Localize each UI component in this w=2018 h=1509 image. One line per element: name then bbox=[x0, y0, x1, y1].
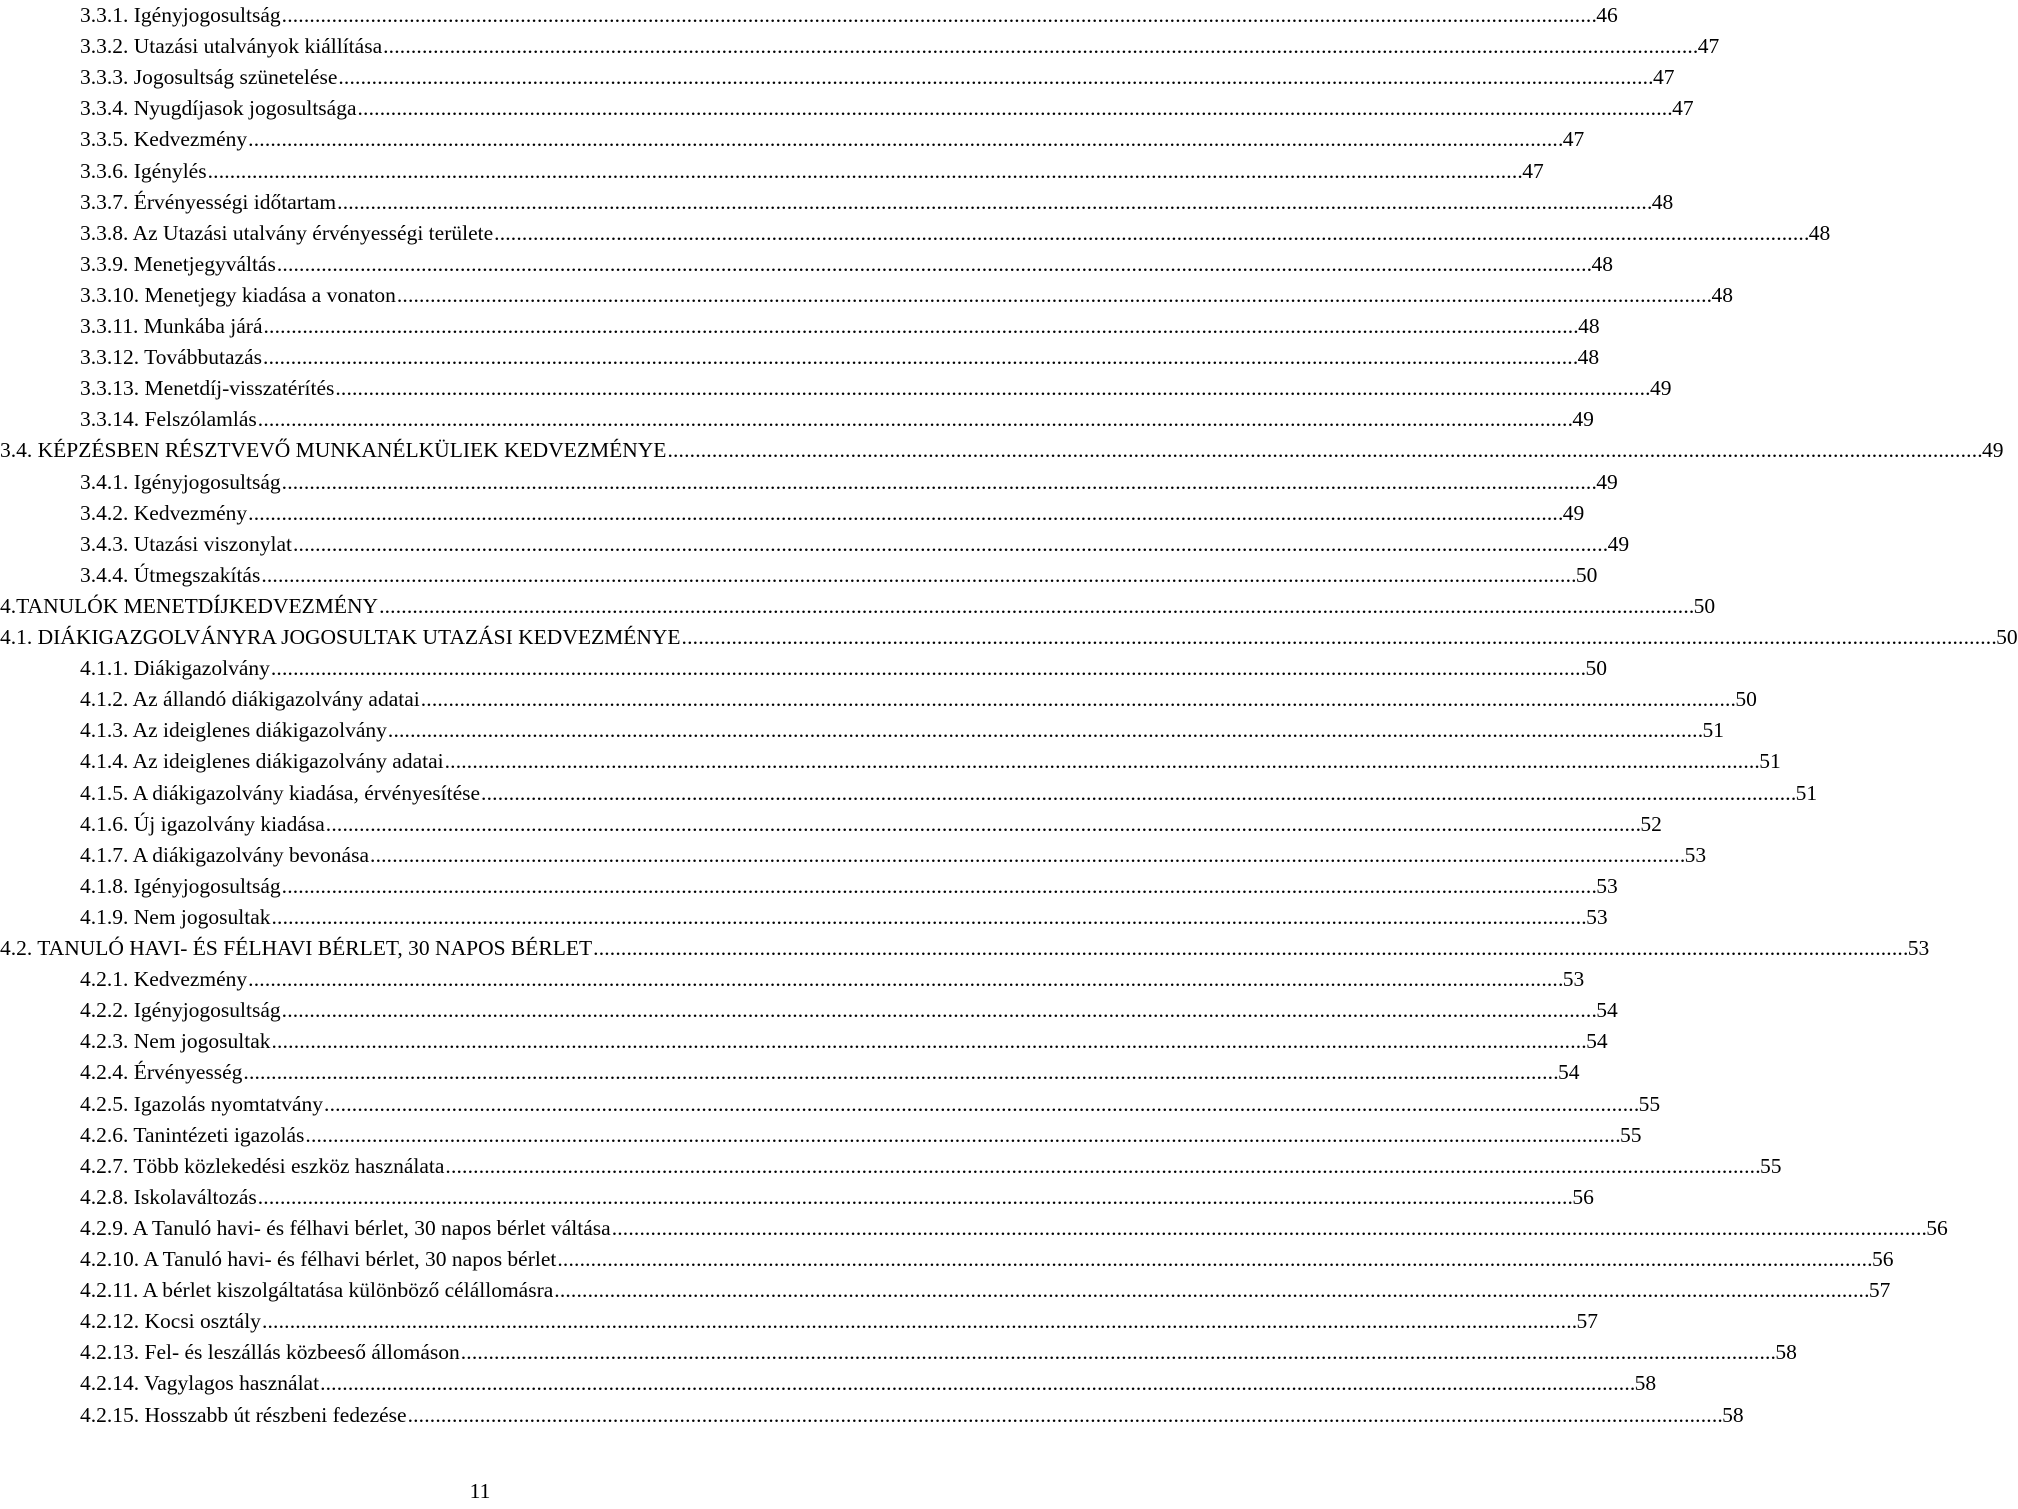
dot-leader bbox=[383, 31, 1696, 62]
dot-leader bbox=[320, 1368, 1633, 1399]
toc-entry-number: 3.3.2. bbox=[80, 34, 129, 59]
toc-entry[interactable] bbox=[0, 249, 1613, 280]
dot-leader bbox=[262, 1306, 1575, 1337]
dot-leader bbox=[324, 1089, 1637, 1120]
toc-entry-page: 56 bbox=[1572, 1184, 1594, 1209]
toc-entry-text: Igazolás nyomtatvány bbox=[133, 1091, 324, 1116]
dot-leader bbox=[379, 591, 1692, 622]
toc-entry[interactable] bbox=[0, 1089, 1661, 1120]
toc-entry-text: KÉPZÉSBEN RÉSZTVEVŐ MUNKANÉLKÜLIEK KEDVEZMÉNYE bbox=[37, 438, 667, 463]
toc-entry-page: 58 bbox=[1722, 1402, 1744, 1427]
toc-entry-number: 4.1. bbox=[0, 625, 33, 649]
toc-entry-number: 4.2.7. bbox=[80, 1153, 129, 1178]
toc-entry-page: 51 bbox=[1759, 749, 1781, 774]
toc-entry-number: 4.1.8. bbox=[80, 873, 129, 898]
toc-entry-page: 48 bbox=[1591, 251, 1613, 276]
toc-entry-title bbox=[80, 746, 444, 777]
toc-entry[interactable] bbox=[0, 467, 1618, 498]
toc-entry-number: 4. bbox=[0, 593, 17, 618]
toc-entry[interactable] bbox=[0, 404, 1594, 435]
toc-entry-page: 58 bbox=[1775, 1340, 1797, 1365]
toc-entry[interactable] bbox=[0, 995, 1618, 1026]
toc-entry-page: 54 bbox=[1586, 1029, 1608, 1054]
toc-entry[interactable] bbox=[0, 156, 1544, 187]
toc-entry-number: 3.3.3. bbox=[80, 65, 129, 90]
toc-entry-number: 4.2.5. bbox=[80, 1091, 129, 1116]
toc-entry[interactable] bbox=[0, 591, 1716, 622]
toc-entry-page: 46 bbox=[1596, 3, 1618, 27]
toc-entry-title bbox=[80, 93, 357, 124]
dot-leader bbox=[667, 435, 1980, 466]
toc-entry-number: 3.3.8. bbox=[80, 220, 129, 245]
toc-entry[interactable] bbox=[0, 778, 1818, 809]
toc-entry-number: 3.3.14. bbox=[80, 407, 140, 432]
toc-entry[interactable] bbox=[0, 1213, 1948, 1244]
toc-entry-number: 4.2.3. bbox=[80, 1029, 129, 1054]
toc-entry-number: 4.2.6. bbox=[80, 1122, 129, 1147]
toc-entry[interactable] bbox=[0, 933, 1930, 964]
toc-entry-title bbox=[80, 124, 247, 155]
dot-leader bbox=[243, 1057, 1556, 1088]
toc-entry-text: Az állandó diákigazolvány adatai bbox=[132, 687, 420, 712]
toc-entry[interactable] bbox=[0, 715, 1724, 746]
toc-entry-number: 3.3.5. bbox=[80, 127, 129, 152]
toc-entry-number: 4.2.11. bbox=[80, 1278, 139, 1303]
toc-entry-page: 50 bbox=[1575, 562, 1598, 587]
toc-entry[interactable] bbox=[0, 31, 1720, 62]
toc-entry-page: 48 bbox=[1711, 282, 1733, 307]
toc-entry-text: Az ideiglenes diákigazolvány bbox=[132, 718, 387, 743]
toc-entry-title bbox=[80, 995, 281, 1026]
dot-leader bbox=[293, 529, 1606, 560]
toc-entry-number: 3.3.12. bbox=[80, 345, 140, 370]
toc-entry-number: 4.1.4. bbox=[80, 749, 129, 774]
toc-entry-title bbox=[80, 1057, 242, 1088]
toc-entry-page: 51 bbox=[1702, 718, 1724, 743]
dot-leader bbox=[248, 964, 1561, 995]
toc-entry-number: 3.4.3. bbox=[80, 531, 129, 556]
dot-leader bbox=[445, 746, 1758, 777]
toc-entry-title bbox=[0, 933, 592, 964]
dot-leader bbox=[271, 653, 1584, 684]
toc-entry-text: Kedvezmény bbox=[133, 967, 248, 992]
toc-entry-page: 48 bbox=[1577, 345, 1600, 370]
toc-entry-title bbox=[80, 498, 247, 529]
toc-entry[interactable] bbox=[0, 1337, 1797, 1368]
page-number: 11 bbox=[469, 1479, 491, 1503]
toc-entry-number: 4.1.9. bbox=[80, 904, 129, 929]
toc-entry-text: Kedvezmény bbox=[133, 127, 248, 152]
toc-entry-text: Kocsi osztály bbox=[144, 1309, 261, 1334]
toc-entry-page: 47 bbox=[1697, 34, 1720, 59]
toc-entry-page: 48 bbox=[1808, 220, 1831, 245]
toc-entry-number: 4.1.1. bbox=[80, 656, 129, 681]
toc-entry[interactable] bbox=[0, 93, 1694, 124]
dot-leader bbox=[397, 280, 1710, 311]
toc-entry-text: Érvényesség bbox=[133, 1060, 243, 1085]
toc-entry-number: 3.3.10. bbox=[80, 282, 140, 307]
toc-entry-title bbox=[80, 187, 336, 218]
toc-entry-text: A diákigazolvány bevonása bbox=[132, 842, 370, 867]
dot-leader bbox=[494, 218, 1807, 249]
toc-entry-text: Munkába járá bbox=[143, 314, 263, 338]
dot-leader bbox=[264, 311, 1577, 342]
dot-leader bbox=[277, 249, 1590, 280]
dot-leader bbox=[461, 1337, 1774, 1368]
toc-entry-text: Kedvezmény bbox=[133, 500, 248, 525]
toc-entry-title bbox=[80, 778, 480, 809]
toc-entry-page: 49 bbox=[1649, 376, 1672, 401]
toc-entry-text: TANULÓK MENETDÍJKEDVEZMÉNY bbox=[16, 593, 379, 618]
toc-entry-page: 47 bbox=[1562, 127, 1585, 152]
dot-leader bbox=[258, 1182, 1571, 1213]
toc-entry-title bbox=[0, 591, 378, 622]
toc-entry[interactable] bbox=[0, 1151, 1782, 1182]
toc-entry-page: 49 bbox=[1607, 531, 1630, 556]
toc-entry-text: Vagylagos használat bbox=[144, 1371, 320, 1396]
toc-entry-title bbox=[80, 684, 420, 715]
toc-entry-text: Jogosultság szünetelése bbox=[133, 65, 338, 90]
toc-entry-number: 4.2.8. bbox=[80, 1184, 129, 1209]
toc-entry-page: 51 bbox=[1795, 780, 1818, 805]
toc-entry-text: Menetdíj-visszatérítés bbox=[144, 376, 335, 401]
toc-entry[interactable] bbox=[0, 684, 1757, 715]
toc-entry-title bbox=[80, 1337, 460, 1368]
dot-leader bbox=[554, 1275, 1867, 1306]
toc-entry-page: 48 bbox=[1578, 314, 1600, 338]
toc-entry-page: 54 bbox=[1558, 1060, 1580, 1085]
toc-entry-text: Tanintézeti igazolás bbox=[133, 1122, 305, 1147]
toc-entry-number: 4.2.4. bbox=[80, 1060, 129, 1085]
toc-entry-text: Új igazolvány kiadása bbox=[133, 811, 325, 836]
toc-entry[interactable] bbox=[0, 964, 1585, 995]
dot-leader bbox=[282, 467, 1595, 498]
dot-leader bbox=[408, 1400, 1721, 1431]
toc-entry-text: Menetjegy kiadása a vonaton bbox=[144, 282, 396, 307]
dot-leader bbox=[282, 0, 1595, 31]
dot-leader bbox=[305, 1120, 1618, 1151]
toc-entry[interactable] bbox=[0, 1306, 1599, 1337]
toc-entry-text: Diákigazolvány bbox=[133, 656, 270, 681]
dot-leader bbox=[370, 840, 1683, 871]
toc-entry-title bbox=[80, 964, 247, 995]
toc-entry-number: 4.2.14. bbox=[80, 1371, 140, 1396]
toc-entry-text: Felszólamlás bbox=[144, 407, 257, 432]
dot-leader bbox=[208, 156, 1521, 187]
toc-entry[interactable] bbox=[0, 622, 2018, 653]
toc-entry-text: Igényjogosultság bbox=[133, 998, 281, 1023]
toc-entry[interactable] bbox=[0, 124, 1585, 155]
toc-entry-title bbox=[80, 1306, 261, 1337]
toc-entry-text: Fel- és leszállás közbeeső állomáson bbox=[144, 1340, 460, 1365]
toc-entry-number: 4.2.1. bbox=[80, 967, 129, 992]
toc-entry-title bbox=[80, 62, 337, 93]
toc-entry-text: Hosszabb út részbeni fedezése bbox=[144, 1402, 407, 1427]
toc-entry-text: A Tanuló havi- és félhavi bérlet, 30 napos bérlet bbox=[143, 1247, 557, 1271]
toc-entry-text: Igényjogosultság bbox=[133, 3, 281, 27]
toc-entry-page: 49 bbox=[1562, 500, 1585, 525]
toc-entry-page: 48 bbox=[1651, 189, 1674, 214]
toc-entry-title bbox=[80, 1120, 304, 1151]
toc-entry-number: 3.4.2. bbox=[80, 500, 129, 525]
toc-entry-title bbox=[80, 311, 263, 342]
dot-leader bbox=[682, 622, 1995, 653]
dot-leader bbox=[258, 404, 1571, 435]
toc-entry-page: 49 bbox=[1596, 469, 1618, 494]
toc-entry-title bbox=[80, 0, 281, 31]
dot-leader bbox=[272, 902, 1585, 933]
toc-entry-text: Utazási viszonylat bbox=[133, 531, 292, 556]
toc-entry[interactable] bbox=[0, 1057, 1580, 1088]
toc-entry-page: 50 bbox=[1996, 625, 2018, 649]
dot-leader bbox=[388, 715, 1701, 746]
toc-entry-page: 56 bbox=[1926, 1215, 1948, 1240]
toc-entry[interactable] bbox=[0, 187, 1674, 218]
toc-entry-page: 53 bbox=[1596, 873, 1618, 898]
toc-entry-number: 4.2.2. bbox=[80, 998, 129, 1023]
toc-entry-number: 4.2.13. bbox=[80, 1340, 140, 1365]
toc-entry-page: 47 bbox=[1672, 96, 1694, 121]
toc-entry-page: 52 bbox=[1640, 811, 1662, 836]
dot-leader bbox=[445, 1151, 1758, 1182]
dot-leader bbox=[593, 933, 1906, 964]
toc-entry-title bbox=[80, 249, 276, 280]
toc-entry-number: 4.1.5. bbox=[80, 780, 129, 805]
toc-entry-title bbox=[80, 1182, 257, 1213]
toc-entry-title bbox=[80, 373, 334, 404]
toc-entry[interactable] bbox=[0, 1026, 1608, 1057]
toc-entry[interactable] bbox=[0, 529, 1630, 560]
toc-entry-text: A bérlet kiszolgáltatása különböző célállomásra bbox=[142, 1278, 554, 1303]
dot-leader bbox=[481, 778, 1794, 809]
toc-entry-page: 58 bbox=[1634, 1371, 1657, 1396]
toc-entry-number: 3.3.6. bbox=[80, 158, 129, 183]
toc-entry-page: 47 bbox=[1652, 65, 1675, 90]
toc-entry-text: DIÁKIGAZGOLVÁNYRA JOGOSULTAK UTAZÁSI KEDVEZMÉNYE bbox=[37, 625, 681, 649]
toc-entry[interactable] bbox=[0, 342, 1600, 373]
dot-leader bbox=[326, 809, 1639, 840]
toc-entry-title bbox=[80, 840, 369, 871]
toc-entry-number: 3.4. bbox=[0, 438, 33, 463]
toc-entry-title bbox=[0, 622, 681, 653]
toc-entry[interactable] bbox=[0, 1368, 1657, 1399]
toc-entry[interactable] bbox=[0, 1120, 1642, 1151]
toc-entry-number: 4.2.15. bbox=[80, 1402, 140, 1427]
toc-entry[interactable] bbox=[0, 1275, 1891, 1306]
toc-entry-number: 3.3.7. bbox=[80, 189, 129, 214]
dot-leader bbox=[557, 1244, 1870, 1275]
toc-entry-page: 53 bbox=[1562, 967, 1585, 992]
toc-entry-number: 3.4.1. bbox=[80, 469, 129, 494]
toc-entry[interactable] bbox=[0, 653, 1607, 684]
toc-entry-number: 3.3.11. bbox=[80, 314, 139, 338]
toc-entry-title bbox=[80, 404, 257, 435]
dot-leader bbox=[263, 342, 1576, 373]
toc-entry-title bbox=[80, 560, 260, 591]
toc-entry-page: 53 bbox=[1684, 842, 1707, 867]
toc-entry-page: 57 bbox=[1576, 1309, 1599, 1334]
toc-entry-number: 3.3.13. bbox=[80, 376, 140, 401]
toc-entry-number: 4.2. bbox=[0, 936, 33, 960]
toc-entry-page: 56 bbox=[1871, 1247, 1894, 1271]
toc-entry-text: Menetjegyváltás bbox=[133, 251, 276, 276]
toc-entry-page: 50 bbox=[1735, 687, 1757, 712]
toc-entry-title bbox=[80, 529, 292, 560]
toc-entry-number: 3.3.1. bbox=[80, 3, 129, 27]
toc-entry-title bbox=[80, 280, 396, 311]
toc-entry-text: TANULÓ HAVI- ÉS FÉLHAVI BÉRLET, 30 NAPOS BÉRLET bbox=[37, 936, 593, 960]
toc-entry[interactable] bbox=[0, 373, 1672, 404]
toc-entry[interactable] bbox=[0, 218, 1831, 249]
toc-entry-title bbox=[80, 218, 493, 249]
toc-entry[interactable] bbox=[0, 0, 1618, 31]
toc-entry-title bbox=[80, 871, 281, 902]
dot-leader bbox=[612, 1213, 1925, 1244]
dot-leader bbox=[282, 995, 1595, 1026]
dot-leader bbox=[272, 1026, 1585, 1057]
toc-entry-text: Az Utazási utalvány érvényességi területe bbox=[132, 220, 494, 245]
toc-entry-title bbox=[80, 1400, 407, 1431]
toc-entry-title bbox=[80, 467, 281, 498]
toc-entry-text: Utazási utalványok kiállítása bbox=[133, 34, 383, 59]
toc-entry[interactable] bbox=[0, 311, 1600, 342]
dot-leader bbox=[358, 93, 1671, 124]
toc-entry-number: 4.2.9. bbox=[80, 1215, 129, 1240]
toc-entry[interactable] bbox=[0, 1182, 1594, 1213]
toc-entry-title bbox=[80, 156, 207, 187]
toc-entry-number: 3.3.4. bbox=[80, 96, 129, 121]
toc-entry-number: 4.1.2. bbox=[80, 687, 129, 712]
toc-entry-number: 4.1.6. bbox=[80, 811, 129, 836]
toc-entry-title bbox=[80, 809, 325, 840]
dot-leader bbox=[282, 871, 1595, 902]
toc-entry[interactable] bbox=[0, 902, 1608, 933]
toc-entry-number: 3.4.4. bbox=[80, 562, 129, 587]
toc-entry[interactable] bbox=[0, 871, 1618, 902]
toc-entry-title bbox=[80, 653, 270, 684]
toc-entry-page: 53 bbox=[1907, 936, 1930, 960]
toc-entry-text: Igényjogosultság bbox=[133, 873, 281, 898]
toc-entry-text: Több közlekedési eszköz használata bbox=[133, 1153, 445, 1178]
toc-entry-text: Útmegszakítás bbox=[133, 562, 261, 587]
toc-entry-title bbox=[80, 1275, 553, 1306]
toc-entry-page: 53 bbox=[1586, 904, 1608, 929]
toc-entry-text: Nyugdíjasok jogosultsága bbox=[133, 96, 357, 121]
toc-entry-text: Érvényességi időtartam bbox=[133, 189, 337, 214]
toc-entry[interactable] bbox=[0, 840, 1707, 871]
toc-entry-title bbox=[80, 1244, 556, 1275]
dot-leader bbox=[421, 684, 1734, 715]
toc-entry-page: 49 bbox=[1572, 407, 1594, 432]
toc-entry[interactable] bbox=[0, 280, 1733, 311]
toc-entry-text: Továbbutazás bbox=[144, 345, 263, 370]
dot-leader bbox=[248, 498, 1561, 529]
toc-entry-number: 3.3.9. bbox=[80, 251, 129, 276]
toc-entry-text: Nem jogosultak bbox=[133, 904, 271, 929]
toc-entry[interactable] bbox=[0, 435, 2004, 466]
toc-entry-title bbox=[80, 1213, 611, 1244]
toc-entry-title bbox=[80, 1089, 323, 1120]
toc-entry-page: 55 bbox=[1619, 1122, 1642, 1147]
toc-entry-title bbox=[0, 435, 666, 466]
toc-entry-number: 4.2.10. bbox=[80, 1247, 140, 1271]
toc-entry-title bbox=[80, 342, 262, 373]
toc-entry-page: 57 bbox=[1868, 1278, 1891, 1303]
toc-entry-title bbox=[80, 1151, 444, 1182]
dot-leader bbox=[261, 560, 1574, 591]
toc-entry-title bbox=[80, 715, 387, 746]
toc-entry-page: 47 bbox=[1522, 158, 1544, 183]
toc-entry-page: 49 bbox=[1982, 438, 2004, 463]
toc-entry-page: 55 bbox=[1638, 1091, 1661, 1116]
toc-entry-page: 50 bbox=[1693, 593, 1716, 618]
toc-entry[interactable] bbox=[0, 62, 1675, 93]
dot-leader bbox=[335, 373, 1648, 404]
toc-entry[interactable] bbox=[0, 746, 1781, 777]
toc-entry-number: 4.1.7. bbox=[80, 842, 129, 867]
toc-entry-text: A Tanuló havi- és félhavi bérlet, 30 napos bérlet váltása bbox=[132, 1215, 611, 1240]
toc-entry-text: Nem jogosultak bbox=[133, 1029, 271, 1054]
toc-entry-page: 54 bbox=[1596, 998, 1618, 1023]
toc-entry-page: 50 bbox=[1585, 656, 1607, 681]
toc-entry-title bbox=[80, 1368, 319, 1399]
toc-entry[interactable] bbox=[0, 498, 1585, 529]
toc-entry-text: Igénylés bbox=[133, 158, 207, 183]
toc-entry-title bbox=[80, 31, 382, 62]
toc-entry-text: Igényjogosultság bbox=[133, 469, 281, 494]
toc-entry[interactable] bbox=[0, 1244, 1894, 1275]
dot-leader bbox=[337, 187, 1650, 218]
toc-entry-page: 55 bbox=[1759, 1153, 1782, 1178]
toc-entry-number: 4.1.3. bbox=[80, 718, 129, 743]
toc-entry-title bbox=[80, 902, 271, 933]
dot-leader bbox=[248, 124, 1561, 155]
toc-entry-text: Az ideiglenes diákigazolvány adatai bbox=[132, 749, 444, 774]
toc-entry-number: 4.2.12. bbox=[80, 1309, 140, 1334]
dot-leader bbox=[338, 62, 1651, 93]
toc-entry[interactable] bbox=[0, 1400, 1744, 1431]
toc-entry-text: A diákigazolvány kiadása, érvényesítése bbox=[132, 780, 481, 805]
toc-entry[interactable] bbox=[0, 809, 1662, 840]
toc-entry[interactable] bbox=[0, 560, 1598, 591]
toc-entry-text: Iskolaváltozás bbox=[133, 1184, 257, 1209]
toc-entry-title bbox=[80, 1026, 271, 1057]
